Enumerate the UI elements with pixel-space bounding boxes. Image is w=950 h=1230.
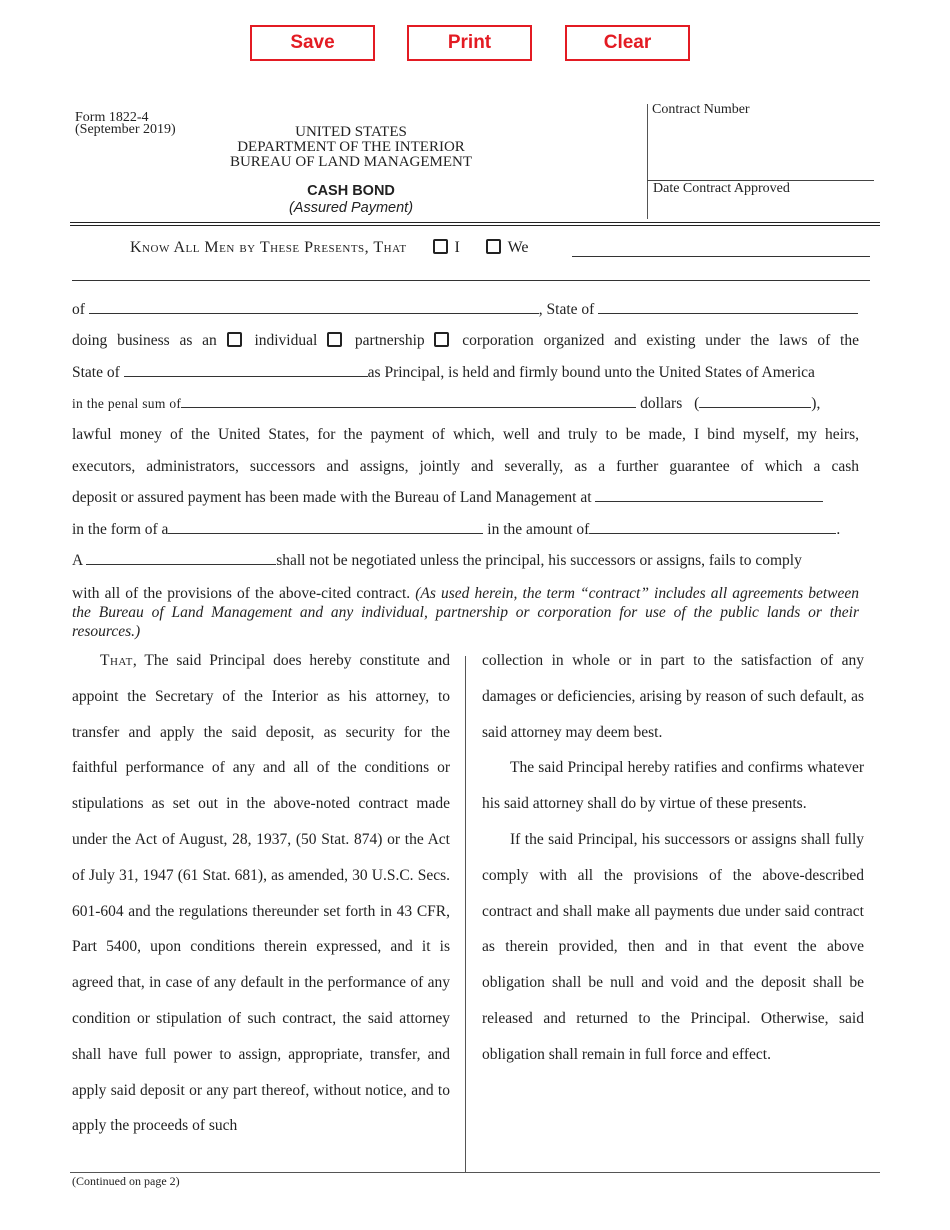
penal-sum-label: in the penal sum of [72, 396, 182, 411]
that-lead: That [100, 652, 133, 669]
incorporation-state-field[interactable] [124, 365, 368, 377]
form-of-label: in the form of a [72, 521, 169, 538]
know-all-text: Know All Men by These Presents, That [130, 239, 407, 256]
penal-sum-words-field[interactable] [181, 396, 636, 408]
state-field[interactable] [598, 302, 858, 314]
checkbox-we[interactable] [486, 239, 501, 254]
form-date: (September 2019) [75, 122, 176, 137]
clear-button[interactable]: Clear [565, 25, 690, 61]
page-subtitle: (Assured Payment) [288, 200, 414, 216]
dollars-label: dollars [640, 395, 683, 412]
state-of-label-2: State of [72, 364, 120, 381]
not-negotiated-text: shall not be negotiated unless the principal, his successors or assigns, fails to comply [276, 552, 802, 569]
bureau-office-field[interactable] [595, 490, 823, 502]
column-divider [465, 656, 466, 1172]
contract-definition [72, 584, 859, 641]
date-approved-label: Date Contract Approved [653, 181, 790, 196]
page-title: CASH BOND [307, 183, 395, 199]
agency-line-2: DEPARTMENT OF THE INTERIOR [237, 139, 465, 155]
right-paragraph-2: The said Principal hereby ratifies and confirms whatever his said attorney shall do by virtue of these presents. [482, 759, 864, 813]
negotiation-line [72, 552, 859, 570]
print-button[interactable]: Print [407, 25, 532, 61]
agency-line-3: BUREAU OF LAND MANAGEMENT [229, 154, 473, 170]
individual-label: individual [254, 332, 318, 349]
form-number: Form 1822-4 [75, 110, 149, 125]
as-principal-text: as Principal, is held and firmly bound unto the United States of America [367, 364, 815, 381]
checkbox-i[interactable] [433, 239, 448, 254]
checkbox-corporation[interactable] [434, 332, 449, 347]
checkbox-we-label: We [507, 239, 529, 256]
penal-sum-line [72, 395, 859, 413]
agency-block [200, 125, 502, 170]
header-rule-bottom [70, 225, 880, 226]
paren-close: ), [811, 395, 821, 412]
amount-field[interactable] [589, 522, 836, 534]
as-used-text: (As used herein, the term “contract” includes all agreements between the Bureau of Land Management and any individual, partnership or corporation for use of the public lands or their resources.) [72, 585, 859, 640]
contract-number-field[interactable] [651, 120, 873, 178]
agency-line-1: UNITED STATES [295, 124, 407, 140]
penal-sum-amount-field[interactable] [699, 396, 811, 408]
save-button[interactable]: Save [250, 25, 375, 61]
with-all-text: with all of the provisions of the above-cited contract. [72, 585, 411, 602]
footer-rule [70, 1172, 880, 1173]
address-field[interactable] [89, 302, 539, 314]
checkbox-i-label: I [454, 239, 460, 256]
period: . [836, 521, 841, 538]
instrument-field[interactable] [86, 553, 276, 565]
date-approved-field[interactable] [651, 198, 873, 218]
body-left-column [72, 643, 450, 1144]
checkbox-partnership[interactable] [327, 332, 342, 347]
of-label: of [72, 301, 85, 318]
body-right-column [482, 643, 864, 1073]
form-amount-line [72, 521, 859, 539]
deposit-line [72, 489, 859, 507]
right-paragraph-3: If the said Principal, his successors or assigns shall fully comply with all the provisions of the above-described contract and shall make all payments due under said contract as therein provided, then and in that event the above obligation shall be null and void and the deposit shall be released and returned to the Principal. Otherwise, said obligation shall remain in full force and effect. [482, 830, 864, 1063]
executors-line: executors, administrators, successors and assigns, jointly and severally, as a further guarantee of which a cash [72, 458, 859, 475]
know-all-line [130, 239, 529, 257]
corporation-label: corporation organized and existing under the laws of the [462, 332, 859, 349]
principal-name-field[interactable] [572, 256, 870, 257]
payment-form-field[interactable] [168, 522, 483, 534]
doing-business-label: doing business as an [72, 332, 217, 349]
partnership-label: partnership [354, 332, 425, 349]
contract-number-label: Contract Number [652, 102, 750, 117]
deposit-text: deposit or assured payment has been made with the Bureau of Land Management at [72, 489, 592, 506]
address-line [72, 301, 859, 319]
lawful-money-line: lawful money of the United States, for the payment of which, well and truly to be made, I bind myself, my heirs, [72, 426, 859, 443]
header-divider [647, 104, 648, 219]
continued-note: (Continued on page 2) [72, 1174, 180, 1188]
state-of-label: , State of [538, 301, 595, 318]
amount-of-label: in the amount of [487, 521, 590, 538]
a-label: A [72, 552, 83, 569]
left-paragraph: , The said Principal does hereby constitute and appoint the Secretary of the Interior as his attorney, to transfer and apply the said deposit, as security for the faithful performance of any and all of the conditions or stipulations as set out in the above-noted contract made under the Act of August, 28, 1937, (50 Stat. 874) or the Act of July 31, 1947 (61 Stat. 681), as amended, 30 U.S.C. Secs. 601-604 and the regulations thereunder set forth in 43 CFR, Part 5400, upon conditions therein expressed, and it is agreed that, in case of any default in the performance of any condition or stipulation of such contract, the said attorney shall have full power to assign, appropriate, transfer, and apply said deposit or any part thereof, without notice, and to apply the proceeds of such [72, 652, 450, 1135]
paren-open: ( [694, 395, 700, 412]
business-type-line [72, 332, 859, 350]
principal-name-field-2[interactable] [72, 280, 870, 281]
header-rule-top [70, 222, 880, 223]
checkbox-individual[interactable] [227, 332, 242, 347]
principal-line [72, 364, 859, 382]
right-paragraph-1: collection in whole or in part to the satisfaction of any damages or deficiencies, arising by reason of such default, as said attorney may deem best. [482, 652, 864, 741]
